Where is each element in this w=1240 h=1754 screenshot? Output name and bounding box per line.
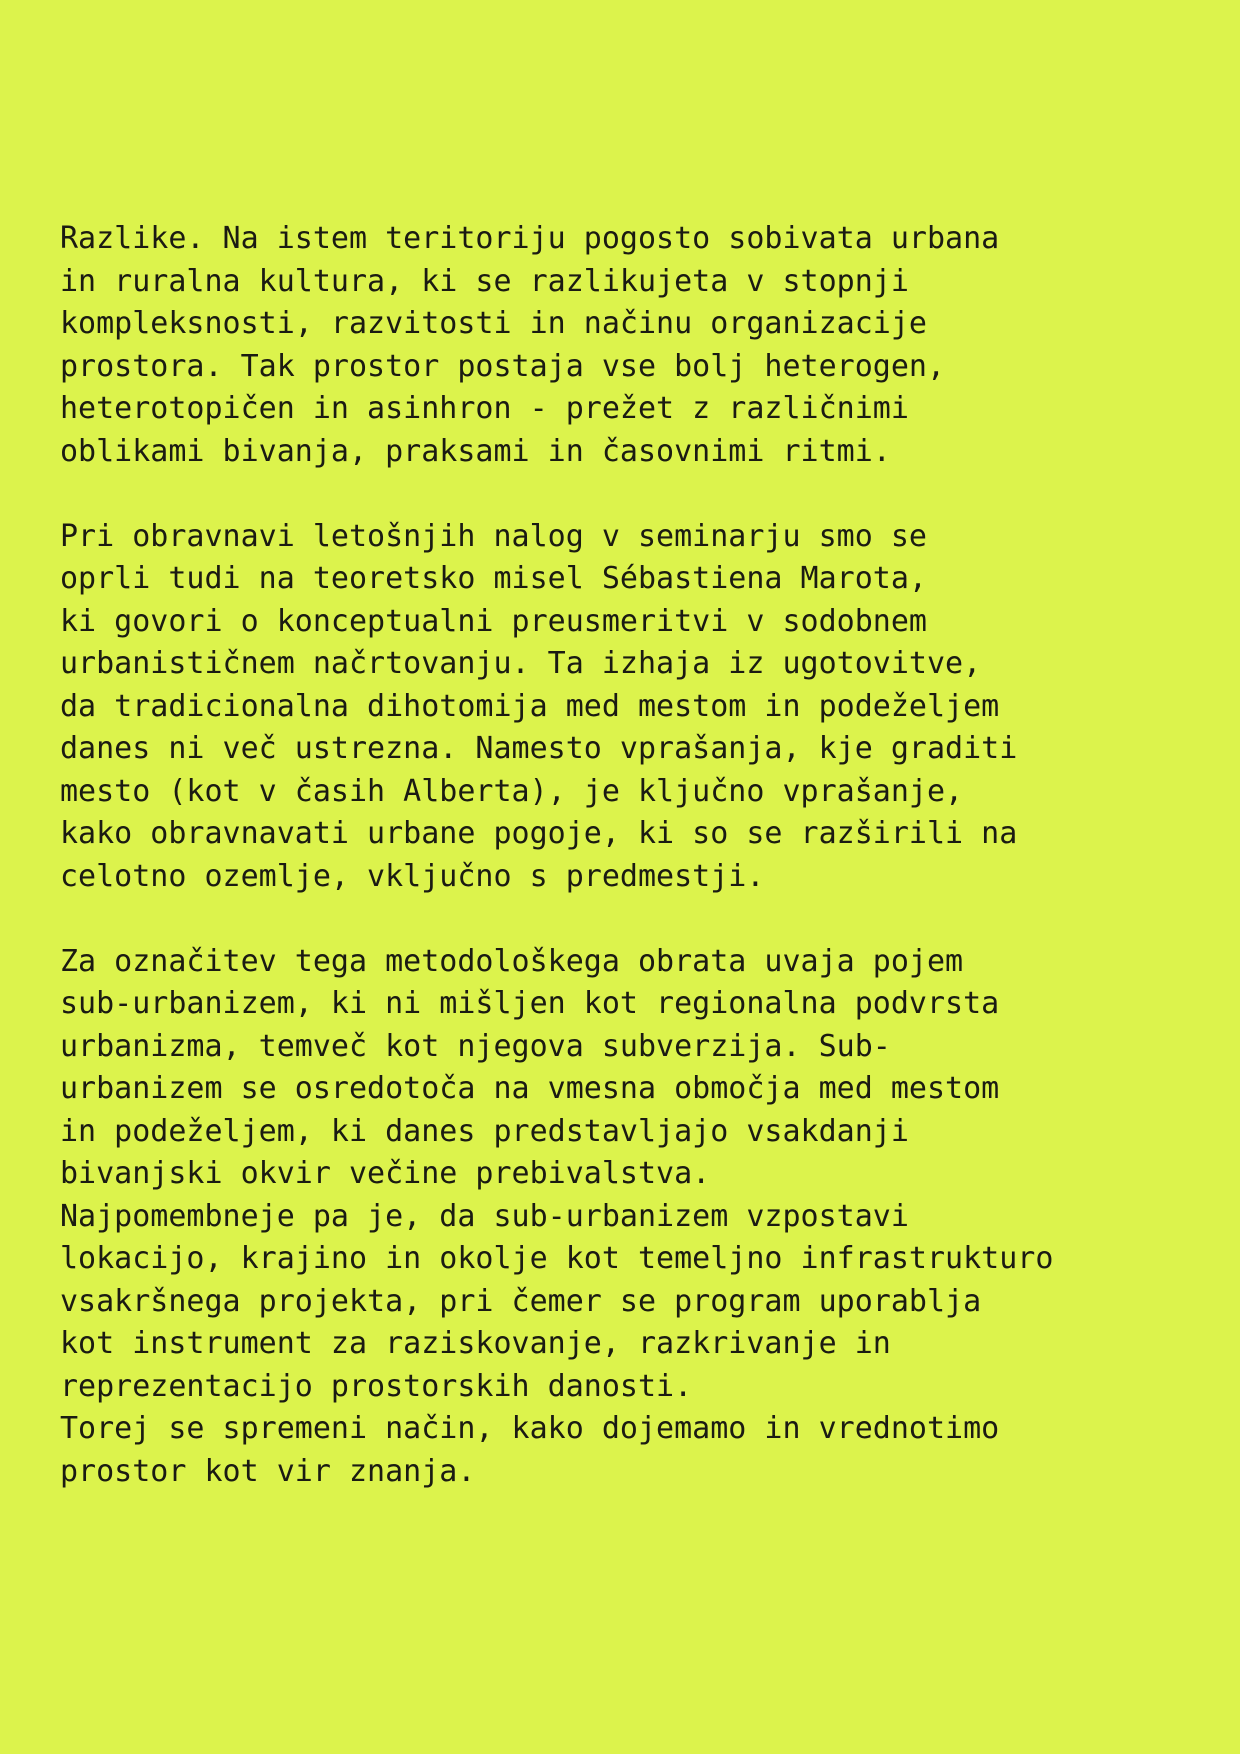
text-line: prostora. Tak prostor postaja vse bolj heterogen,: [60, 348, 946, 384]
text-line: urbanističnem načrtovanju. Ta izhaja iz ugotovitve,: [60, 646, 982, 681]
text-line: prostor kot vir znanja.: [60, 1453, 476, 1489]
text-line: lokacijo, krajino in okolje kot temeljno infrastrukturo: [60, 1241, 1054, 1276]
paragraph-1: [60, 218, 1220, 473]
text-line: kako obravnavati urbane pogoje, ki so se razširili na: [60, 816, 1018, 851]
text-line: Razlike. Na istem teritoriju pogosto sobivata urbana: [60, 221, 1000, 256]
text-line: in podeželjem, ki danes predstavljajo vsakdanji: [60, 1113, 909, 1149]
text-line: vsakršnega projekta, pri čemer se program uporablja: [60, 1283, 982, 1319]
text-line: da tradicionalna dihotomija med mestom in podeželjem: [60, 688, 1000, 724]
text-line: reprezentacijo prostorskih danosti.: [60, 1368, 693, 1404]
text-line: kot instrument za raziskovanje, razkrivanje in: [60, 1326, 891, 1361]
text-line: ki govori o konceptualni preusmeritvi v sodobnem: [60, 603, 927, 639]
text-line: bivanjski okvir večine prebivalstva.: [60, 1156, 711, 1191]
text-line: kompleksnosti, razvitosti in načinu organizacije: [60, 306, 927, 341]
paragraph-2: [60, 516, 1220, 899]
text-line: celotno ozemlje, vključno s predmestji.: [60, 858, 765, 894]
text-line: urbanizem se osredotoča na vmesna območja med mestom: [60, 1071, 1000, 1106]
paragraph-5: [60, 1408, 1220, 1493]
text-line: Najpomembneje pa je, da sub-urbanizem vzpostavi: [60, 1198, 909, 1234]
text-line: in ruralna kultura, ki se razlikujeta v stopnji: [60, 263, 909, 299]
document-body: [60, 218, 1220, 1493]
text-line: Torej se spremeni način, kako dojemamo in vrednotimo: [60, 1411, 1000, 1446]
text-line: urbanizma, temveč kot njegova subverzija. Sub-: [60, 1028, 891, 1064]
text-line: Za označitev tega metodološkega obrata uvaja pojem: [60, 943, 964, 979]
text-line: mesto (kot v časih Alberta), je ključno vprašanje,: [60, 773, 964, 809]
text-line: sub-urbanizem, ki ni mišljen kot regionalna podvrsta: [60, 986, 1000, 1021]
paragraph-4: [60, 1196, 1220, 1409]
text-line: heterotopičen in asinhron - prežet z različnimi: [60, 391, 909, 426]
text-line: oblikami bivanja, praksami in časovnimi ritmi.: [60, 433, 891, 469]
text-line: Pri obravnavi letošnjih nalog v seminarju smo se: [60, 518, 927, 554]
text-line: danes ni več ustrezna. Namesto vprašanja, kje graditi: [60, 731, 1018, 766]
paragraph-3: [60, 941, 1220, 1196]
text-line: oprli tudi na teoretsko misel Sébastiena Marota,: [60, 561, 927, 596]
